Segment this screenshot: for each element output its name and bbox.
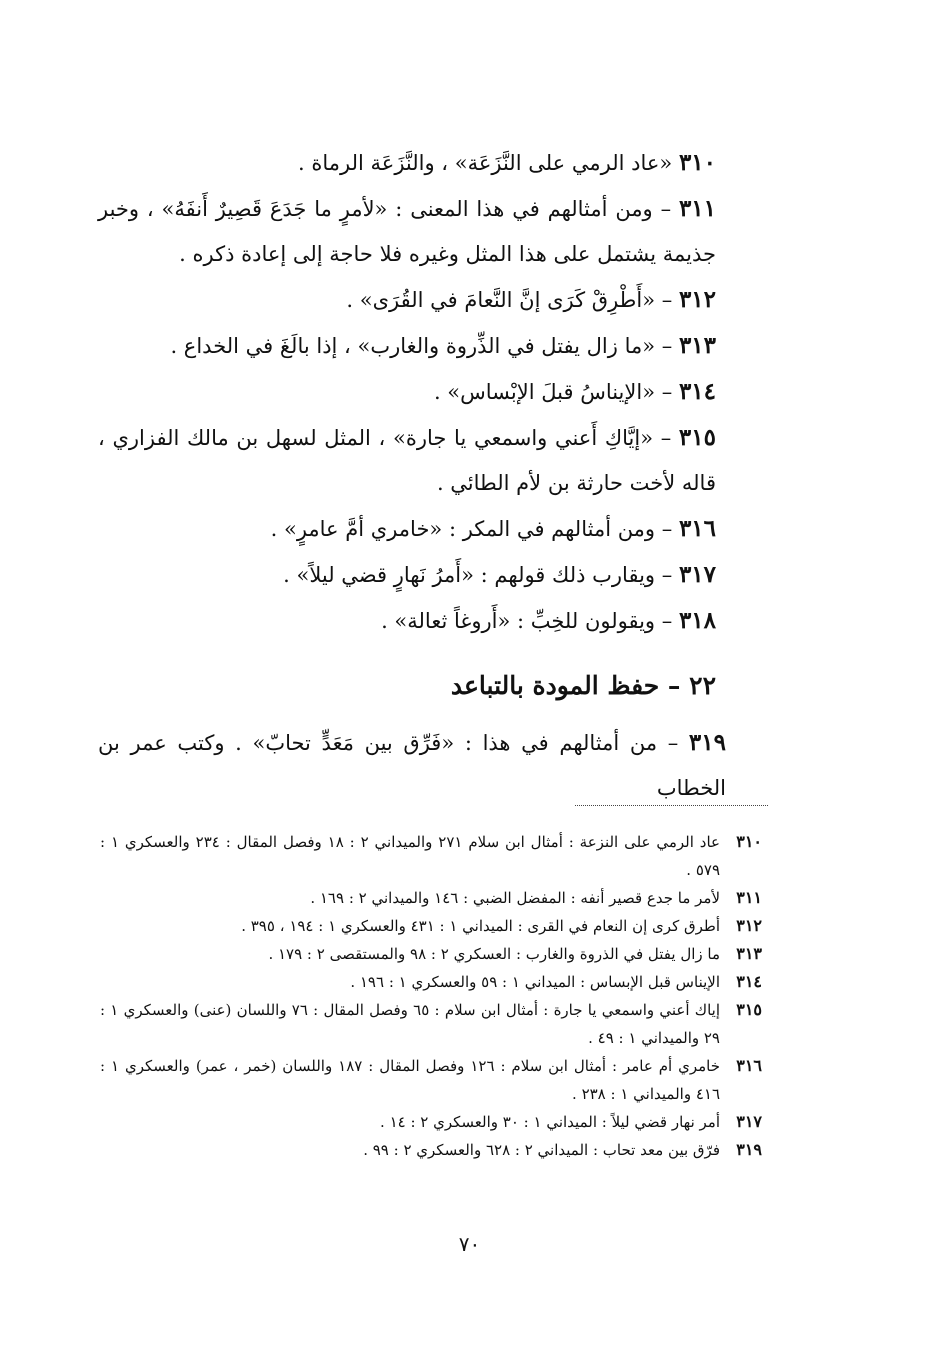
footnote bbox=[100, 940, 762, 968]
entry-315 bbox=[98, 415, 726, 506]
main-text bbox=[98, 140, 726, 811]
entry-317 bbox=[98, 552, 726, 598]
footnote-text: الإيناس قبل الإبساس : الميداني ١ : ٥٩ والعسكري ١ : ١٩٦ . bbox=[350, 973, 720, 991]
footnote-number: ٣١٢ bbox=[736, 916, 762, 935]
entry-number: ٣١١ bbox=[678, 195, 717, 222]
footnote bbox=[100, 828, 762, 884]
footnote-text: أمر نهار قضي ليلاً : الميداني ١ : ٣٠ والعسكري ٢ : ١٤ . bbox=[380, 1113, 720, 1131]
footnote-text: لأمر ما جدع قصير أنفه : المفضل الضبي : ١٤٦ والميداني ٢ : ١٦٩ . bbox=[310, 889, 720, 907]
entry-312 bbox=[98, 277, 726, 323]
entry-number: ٣١٧ bbox=[678, 561, 716, 588]
entry-number: ٣١٥ bbox=[678, 424, 716, 451]
entry-text: – «إيَّاكِ أَعني واسمعي يا جارة» ، المثل لسهل بن مالك الفزاري ، قاله لأخت حارثة بن لأم الطائي . bbox=[98, 426, 716, 495]
entry-number: ٣١٩ bbox=[688, 729, 726, 756]
footnote-number: ٣١٣ bbox=[736, 944, 762, 963]
footnote bbox=[100, 968, 762, 996]
footnote-number: ٣١١ bbox=[736, 888, 762, 907]
entry-314 bbox=[98, 369, 726, 415]
entry-text: «عاد الرمي على النَّزَعَة» ، والنَّزَعَة الرماة . bbox=[298, 151, 673, 175]
section-number: ٢٢ bbox=[689, 671, 716, 700]
entry-text: – من أمثالهم في هذا : «فَرِّق بين مَعَدٍّ تحابّ» . وكتب عمر بن الخطاب bbox=[98, 731, 726, 800]
footnote-number: ٣١٥ bbox=[736, 1000, 762, 1019]
entry-text: – «الإيناسُ قبلَ الإبْساس» . bbox=[433, 380, 673, 404]
entry-313 bbox=[98, 323, 726, 369]
entry-number: ٣١٠ bbox=[678, 149, 716, 176]
page-number: ٧٠ bbox=[458, 1232, 481, 1256]
entry-number: ٣١٨ bbox=[678, 607, 716, 634]
footnote-number: ٣١٩ bbox=[736, 1140, 762, 1159]
footnote bbox=[100, 1108, 762, 1136]
footnote-text: أطرق كرى إن النعام في القرى : الميداني ١ : ٤٣١ والعسكري ١ : ١٩٤ ، ٣٩٥ . bbox=[241, 917, 720, 935]
footnote bbox=[100, 884, 762, 912]
footnotes bbox=[100, 828, 762, 1164]
footnote-divider bbox=[575, 805, 768, 806]
section-heading bbox=[98, 660, 726, 712]
entry-text: – ويقولون للخِبِّ : «أَروغاً ثعالة» . bbox=[381, 609, 673, 633]
entry-319 bbox=[98, 720, 726, 811]
footnote-text: ما زال يفتل في الذروة والغارب : العسكري ٢ : ٩٨ والمستقصى ٢ : ١٧٩ . bbox=[268, 945, 720, 963]
entry-text: – «أَطْرِقْ كَرَى إنَّ النَّعامَ في القُرَى» . bbox=[346, 288, 673, 312]
entry-number: ٣١٢ bbox=[678, 286, 716, 313]
entry-number: ٣١٦ bbox=[678, 515, 716, 542]
entry-310 bbox=[98, 140, 726, 186]
footnote-text: خامري أم عامر : أمثال ابن سلام : ١٢٦ وفصل المقال : ١٨٧ واللسان (خمر ، عمر) والعسكري ١ : ٤١٦ والميداني ١ : ٢٣٨ . bbox=[100, 1057, 721, 1103]
footnote-number: ٣١٤ bbox=[736, 972, 762, 991]
footnote-number: ٣١٠ bbox=[736, 832, 762, 851]
entry-316 bbox=[98, 506, 726, 552]
entry-318 bbox=[98, 598, 726, 644]
section-title: – حفظ المودة بالتباعد bbox=[450, 671, 681, 700]
entry-text: – ومن أمثالهم في هذا المعنى : «لأمرٍ ما جَدَعَ قَصِيرٌ أَنفَهُ» ، وخبر جذيمة يشتمل على هذا المثل وغيره فلا حاجة إلى إعادة ذكره . bbox=[98, 197, 716, 266]
entry-number: ٣١٤ bbox=[678, 378, 716, 405]
footnote-text: عاد الرمي على النزعة : أمثال ابن سلام ٢٧١ والميداني ٢ : ١٨ وفصل المقال : ٢٣٤ والعسكري ١ : ٥٧٩ . bbox=[100, 833, 721, 879]
entry-text: – ومن أمثالهم في المكر : «خامري أمَّ عامرٍ» . bbox=[270, 517, 673, 541]
footnote bbox=[100, 912, 762, 940]
footnote-number: ٣١٦ bbox=[736, 1056, 762, 1075]
entry-text: – ويقارب ذلك قولهم : «أَمرُ نَهارٍ قضي ليلاً» . bbox=[283, 563, 673, 587]
entry-311 bbox=[98, 186, 726, 277]
entry-number: ٣١٣ bbox=[678, 332, 716, 359]
footnote bbox=[100, 996, 762, 1052]
footnote-text: فرّق بين معد تحاب : الميداني ٢ : ٦٢٨ والعسكري ٢ : ٩٩ . bbox=[363, 1141, 720, 1159]
footnote bbox=[100, 1136, 762, 1164]
footnote-number: ٣١٧ bbox=[736, 1112, 762, 1131]
footnote-text: إياك أعني واسمعي يا جارة : أمثال ابن سلام : ٦٥ وفصل المقال : ٧٦ واللسان (عنى) والعسكري ١ : ٢٩ والميداني ١ : ٤٩ . bbox=[100, 1001, 721, 1047]
footnote bbox=[100, 1052, 762, 1108]
entry-text: – «ما زال يفتل في الذِّروة والغارب» ، إذا بالَغَ في الخداع . bbox=[170, 334, 673, 358]
